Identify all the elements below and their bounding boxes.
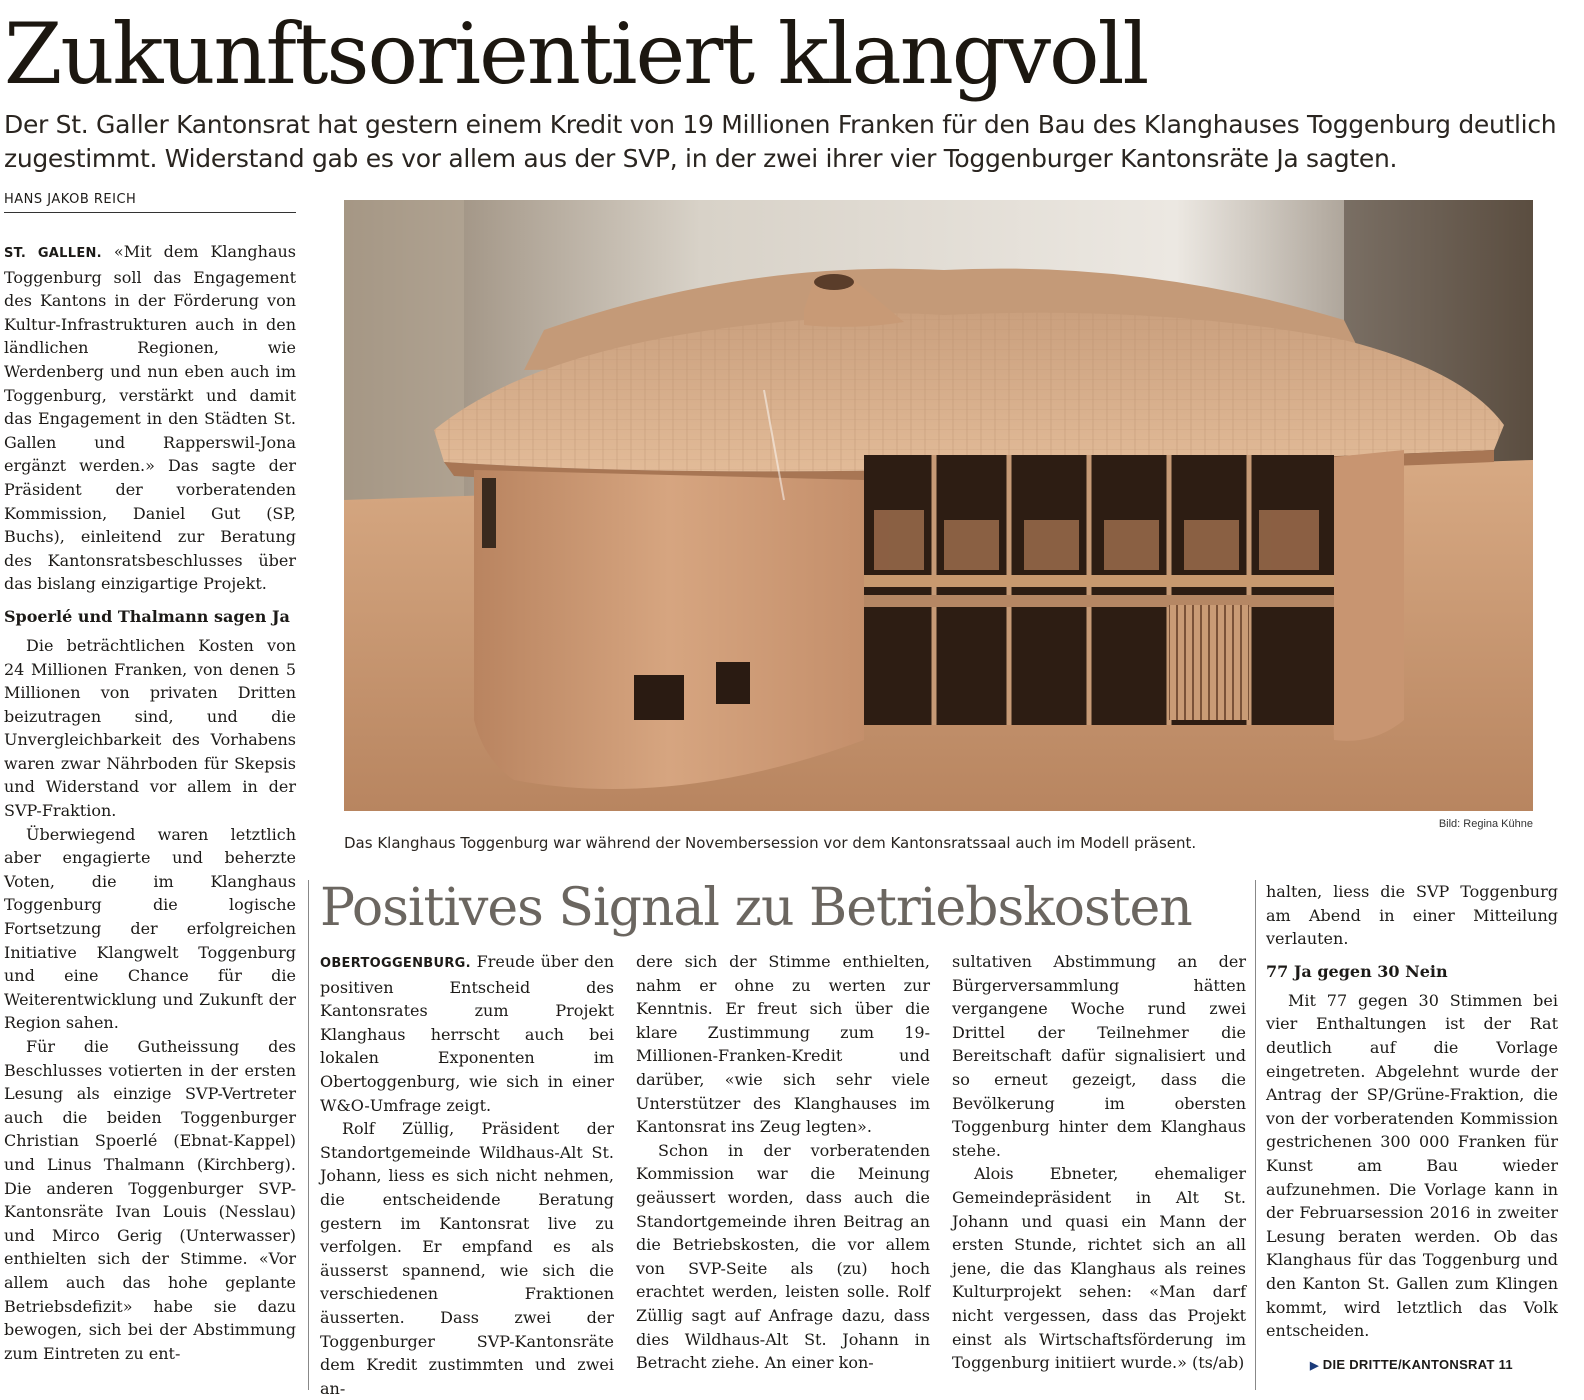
headline: Zukunftsorientiert klangvoll (4, 5, 1148, 103)
second-article-paragraph-5: sultativen Abstimmung an der Bürgerversammlung hätten vergangene Woche rund zwei Drittel der Teilnehmer die Bereitschaft dafür signalisiert und so erneut gezeigt, dass die Bevölkerung im obersten Toggenburg hinter dem Klanghaus stehe. (952, 952, 1246, 1160)
page-reference-text: DIE DRITTE/KANTONSRAT 11 (1322, 1357, 1513, 1372)
main-article-paragraph-2: Die beträchtlichen Kosten von 24 Millionen Franken, von denen 5 Millionen von privaten Dritten beizutragen sind, und die Unvergleichbarkeit des Vorhabens waren zwar Nährboden für Skepsis und Widerstand vor allem in der SVP-Fraktion. (4, 635, 296, 821)
second-article-paragraph-1 (320, 950, 614, 1117)
second-headline: Positives Signal zu Betriebskosten (320, 878, 1192, 938)
column-rule-left (308, 880, 309, 1390)
dateline: ST. GALLEN. (4, 246, 102, 261)
lead-paragraph: Der St. Galler Kantonsrat hat gestern einem Kredit von 19 Millionen Franken für den Bau des Klanghauses Toggenburg deutlich zugestimmt. Widerstand gab es vor allem aus der SVP, in der zwei ihrer vier Toggenburger Kantonsräte Ja sagten. (4, 110, 1557, 173)
second-article-paragraph-3: dere sich der Stimme enthielten, nahm er ohne zu werten zur Kenntnis. Er freut sich über die klare Zustimmung zum 19-Millionen-Franken-Kredit und darüber, «wie sich sehr viele Unterstützer des Klanghauses im Kantonsrat ins Zeug legten». (636, 952, 930, 1137)
byline: HANS JAKOB REICH (4, 192, 296, 213)
main-article-paragraph-4: Für die Gutheissung des Beschlusses votierten in der ersten Lesung als einzige SVP-Vertreter auch die beiden Toggenburger Christian Spoerlé (Ebnat-Kappel) und Linus Thalmann (Kirchberg). Die anderen Toggenburger SVP-Kantonsräte Ivan Louis (Nesslau) und Mirco Gerig (Unterwasser) enthielten sich der Stimme. «Vor allem auch das hohe geplante Betriebsdefizit» habe sie dazu bewogen, sich bei der Abstimmung zum Eintreten zu ent- (4, 1037, 296, 1363)
column-rule-right (1255, 880, 1256, 1390)
subhead: Spoerlé und Thalmann sagen Ja (4, 606, 290, 626)
second-dateline: OBERTOGGENBURG. (320, 956, 471, 971)
second-article-p1-text: Freude über den positiven Entscheid des Kantonsrates zum Projekt Klanghaus herrscht auch bei lokalen Exponenten im Obertoggenburg, wie sich in einer W&O-Umfrage zeigt. (320, 952, 614, 1115)
main-article-p1-text: «Mit dem Klanghaus Toggenburg soll das Engagement des Kantons in der Förderung von Kultur-Infrastrukturen auch in den ländlichen Regionen, wie Werdenberg und nun eben auch im Toggenburg, verstärkt und damit das Engagement in den Städten St. Gallen und Rapperswil-Jona ergänzt werden.» Das sagte der Präsident der vorberatenden Kommission, Daniel Gut (SP, Buchs), einleitend zur Beratung des Kantonsratsbeschlusses über das bislang einzigartige Projekt. (4, 242, 296, 594)
second-article-column-3 (952, 950, 1246, 1375)
page-reference[interactable] (1310, 1357, 1513, 1372)
photo-credit: Bild: Regina Kühne (1438, 818, 1533, 830)
main-article-paragraph-3: Überwiegend waren letztlich aber engagierte und beherzte Voten, die im Klanghaus Toggenburg die logische Fortsetzung der erfolgreichen Initiative Klangwelt Toggenburg und eine Chance für die Weiterentwicklung und Zukunft der Region sahen. (4, 824, 296, 1033)
second-article-column-2 (636, 950, 930, 1375)
continuation-paragraph-1: halten, liess die SVP Toggenburg am Abend in einer Mitteilung verlauten. (1266, 882, 1558, 949)
continuation-paragraph-2: Mit 77 gegen 30 Stimmen bei vier Enthaltungen ist der Rat deutlich auf die Vorlage eingetreten. Abgelehnt wurde der Antrag der SP/Grüne-Fraktion, die von der vorberatenden Kommission gestrichenen 300 000 Franken für Kunst am Bau wieder aufzunehmen. Die Vorlage kann in der Februarsession 2016 in zweiter Lesung beraten werden. Ob das Klanghaus für das Toggenburg und den Kanton St. Gallen zum Klingen kommt, wird letztlich das Volk entscheiden. (1266, 990, 1558, 1341)
main-article-column (4, 240, 296, 1365)
second-article-paragraph-6: Alois Ebneter, ehemaliger Gemeindepräsident in Alt St. Johann und quasi ein Mann der ersten Stunde, richtet sich an all jene, die das Klanghaus als reines Kulturprojekt sehen: «Man darf nicht vergessen, dass das Projekt einst als Wirtschaftsförderung im Toggenburg initiiert wurde.» (ts/ab) (952, 1164, 1246, 1373)
arrow-right-icon: ▶ (1310, 1360, 1319, 1372)
klanghaus-model-photo (344, 200, 1533, 811)
main-article-paragraph-1 (4, 240, 296, 596)
second-article-column-1 (320, 950, 614, 1400)
second-article-paragraph-4: Schon in der vorberatenden Kommission war die Meinung geäussert worden, dass auch die Standortgemeinde ihren Beitrag an die Betriebskosten, die vor allem von SVP-Seite als (zu) hoch erachtet werden, leisten solle. Rolf Züllig sagt auf Anfrage dazu, dass dies Wildhaus-Alt St. Johann in Betracht ziehe. An einer kon- (636, 1140, 930, 1373)
main-article-continuation-column (1266, 880, 1558, 1343)
continuation-subhead: 77 Ja gegen 30 Nein (1266, 961, 1448, 981)
second-article-paragraph-2: Rolf Züllig, Präsident der Standortgemeinde Wildhaus-Alt St. Johann, liess es sich nicht nehmen, die entscheidende Beratung gestern im Kantonsrat live zu verfolgen. Er empfand es als äusserst spannend, wie sich die verschiedenen Fraktionen äusserten. Dass zwei der Toggenburger SVP-Kantonsräte dem Kredit zustimmten und zwei an- (320, 1119, 614, 1398)
photo-caption: Das Klanghaus Toggenburg war während der Novembersession vor dem Kantonsratssaal auch im Modell präsent. (344, 834, 1197, 852)
